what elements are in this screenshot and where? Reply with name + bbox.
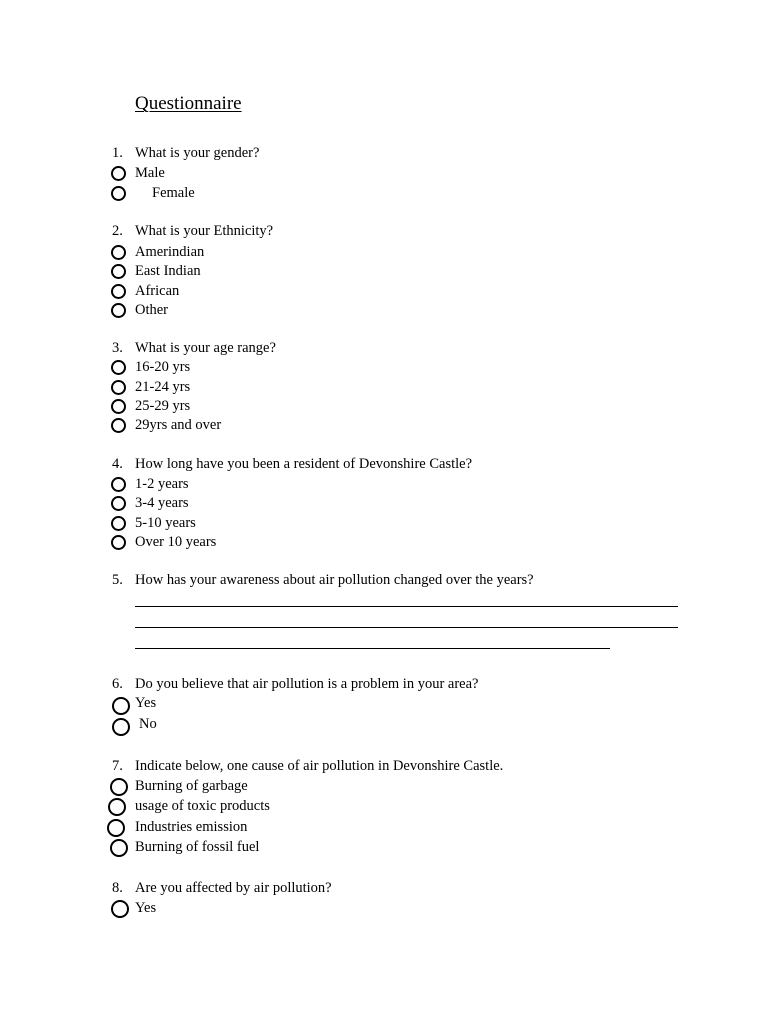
answer-line[interactable] [135, 648, 610, 649]
radio-option-29-and-over[interactable] [111, 418, 126, 433]
question-text: What is your gender? [135, 145, 260, 161]
question-text: Do you believe that air pollution is a problem in your area? [135, 676, 479, 692]
option-label: Yes [135, 900, 157, 916]
questionnaire-title: Questionnaire [135, 93, 242, 114]
option-label: 1-2 years [135, 476, 189, 492]
option-label: No [139, 716, 157, 732]
radio-option-yes[interactable] [112, 697, 130, 715]
question-text: What is your age range? [135, 340, 276, 356]
option-label: Burning of fossil fuel [135, 839, 260, 855]
radio-option-yes[interactable] [111, 900, 129, 918]
radio-option-16-20[interactable] [111, 360, 126, 375]
option-label: usage of toxic products [135, 798, 270, 814]
option-label: Industries emission [135, 819, 248, 835]
answer-line[interactable] [135, 627, 678, 628]
option-label: Burning of garbage [135, 778, 248, 794]
radio-option-25-29[interactable] [111, 399, 126, 414]
option-label: 5-10 years [135, 515, 196, 531]
radio-option-male[interactable] [111, 166, 126, 181]
radio-option-fossil-fuel[interactable] [110, 839, 128, 857]
option-label: 25-29 yrs [135, 398, 191, 414]
option-label: Female [152, 185, 195, 201]
radio-option-no[interactable] [112, 718, 130, 736]
question-text: Indicate below, one cause of air pollution in Devonshire Castle. [135, 758, 504, 774]
option-label: 3-4 years [135, 495, 189, 511]
option-label: Yes [135, 695, 157, 711]
radio-option-1-2-years[interactable] [111, 477, 126, 492]
question-text: How long have you been a resident of Devonshire Castle? [135, 456, 473, 472]
answer-line[interactable] [135, 606, 678, 607]
radio-option-burning-garbage[interactable] [110, 778, 128, 796]
radio-option-african[interactable] [111, 284, 126, 299]
option-label: 29yrs and over [135, 417, 222, 433]
radio-option-toxic-products[interactable] [108, 798, 126, 816]
question-text: How has your awareness about air pollution changed over the years? [135, 572, 534, 588]
question-number: 3. [112, 340, 123, 356]
option-label: Amerindian [135, 244, 205, 260]
radio-option-other[interactable] [111, 303, 126, 318]
option-label: African [135, 283, 180, 299]
question-number: 4. [112, 456, 123, 472]
radio-option-female[interactable] [111, 186, 126, 201]
radio-option-industries-emission[interactable] [107, 819, 125, 837]
option-label: 16-20 yrs [135, 359, 191, 375]
radio-option-3-4-years[interactable] [111, 496, 126, 511]
radio-option-21-24[interactable] [111, 380, 126, 395]
option-label: Other [135, 302, 169, 318]
question-text: Are you affected by air pollution? [135, 880, 332, 896]
radio-option-5-10-years[interactable] [111, 516, 126, 531]
option-label: Over 10 years [135, 534, 217, 550]
radio-option-over-10-years[interactable] [111, 535, 126, 550]
question-number: 7. [112, 758, 123, 774]
question-number: 2. [112, 223, 123, 239]
radio-option-amerindian[interactable] [111, 245, 126, 260]
question-text: What is your Ethnicity? [135, 223, 274, 239]
option-label: East Indian [135, 263, 201, 279]
question-number: 1. [112, 145, 123, 161]
question-number: 5. [112, 572, 123, 588]
radio-option-east-indian[interactable] [111, 264, 126, 279]
option-label: 21-24 yrs [135, 379, 191, 395]
question-number: 6. [112, 676, 123, 692]
question-number: 8. [112, 880, 123, 896]
option-label: Male [135, 165, 165, 181]
